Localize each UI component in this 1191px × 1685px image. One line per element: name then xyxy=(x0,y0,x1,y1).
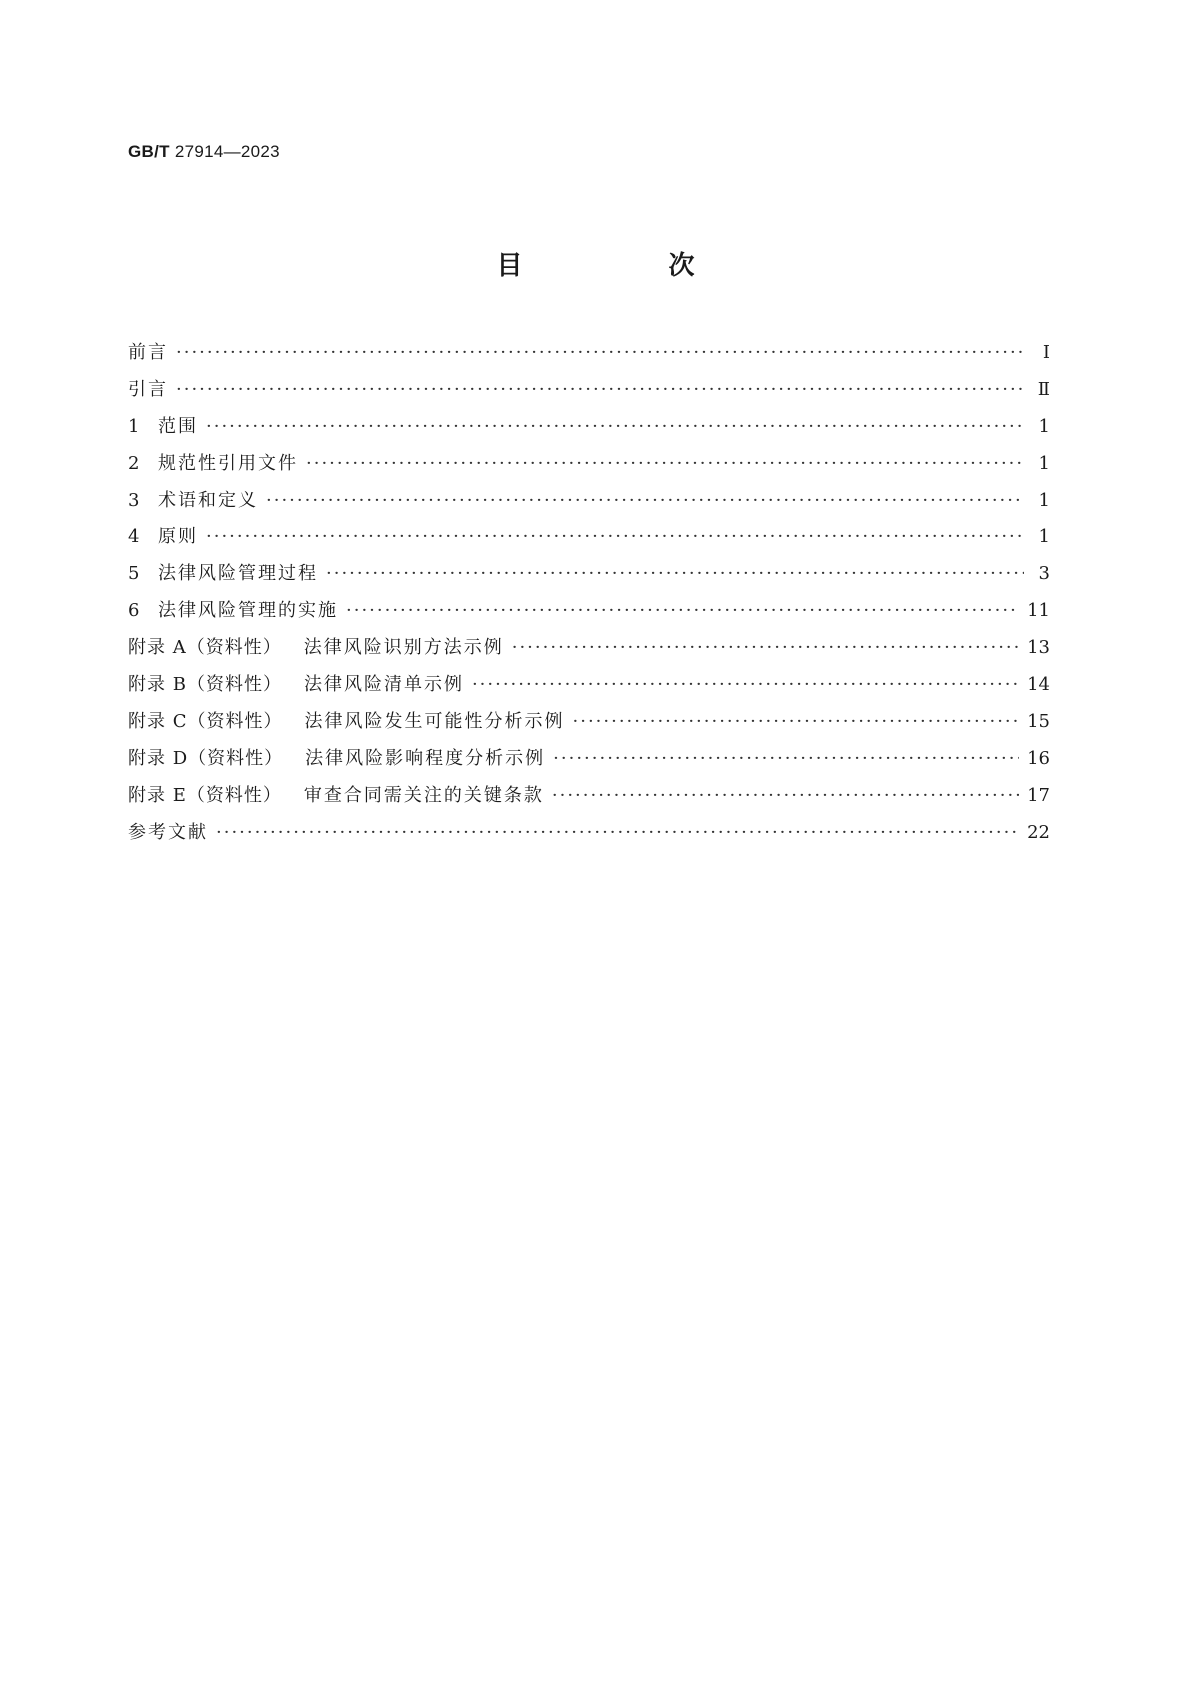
toc-entry-annex-c[interactable] xyxy=(128,707,1050,744)
toc-entry-label: 前言 xyxy=(128,342,168,363)
toc-entry-label: 审查合同需关注的关键条款 xyxy=(303,784,544,806)
toc-entry-label: 术语和定义 xyxy=(158,489,258,511)
toc-annex-prefix: 附录 A（资料性） xyxy=(128,637,282,659)
toc-leader-dots xyxy=(512,637,1019,658)
toc-page-number: 13 xyxy=(1027,637,1050,659)
toc-leader-dots xyxy=(553,748,1019,769)
toc-leader-dots xyxy=(266,490,1024,511)
toc-leader-dots xyxy=(573,711,1020,732)
toc-leader-dots xyxy=(552,785,1019,806)
toc-entry-terms-definitions[interactable] xyxy=(128,486,1050,523)
toc-entry-bibliography[interactable] xyxy=(128,818,1050,855)
toc-entry-annex-e[interactable] xyxy=(128,781,1050,818)
table-of-contents xyxy=(128,338,1050,854)
toc-page-number: 11 xyxy=(1027,600,1050,622)
toc-page-number: 22 xyxy=(1027,821,1050,843)
toc-entry-foreword[interactable] xyxy=(128,338,1050,375)
standard-code-number: 27914—2023 xyxy=(174,142,280,161)
toc-entry-normative-references[interactable] xyxy=(128,449,1050,486)
toc-entry-label: 法律风险管理过程 xyxy=(158,563,318,585)
toc-page-number: 15 xyxy=(1027,710,1050,732)
toc-entry-risk-management-process[interactable] xyxy=(128,559,1050,596)
toc-section-number: 2 xyxy=(128,452,140,474)
toc-entry-label: 法律风险识别方法示例 xyxy=(303,637,504,659)
standard-code-prefix: GB/T xyxy=(128,142,170,161)
toc-page-number: 1 xyxy=(1038,526,1050,548)
toc-entry-principles[interactable] xyxy=(128,522,1050,559)
toc-entry-label: 法律风险清单示例 xyxy=(303,674,464,696)
toc-entry-annex-d[interactable] xyxy=(128,744,1050,781)
toc-page-number: 16 xyxy=(1027,747,1050,769)
toc-leader-dots xyxy=(216,822,1019,843)
toc-entry-label: 法律风险影响程度分析示例 xyxy=(305,747,546,769)
toc-page-number: 1 xyxy=(1038,415,1050,437)
toc-section-number: 5 xyxy=(128,563,140,585)
toc-section-number: 3 xyxy=(128,489,140,511)
toc-leader-dots xyxy=(206,526,1024,547)
toc-section-number: 6 xyxy=(128,600,140,622)
toc-entry-label: 法律风险管理的实施 xyxy=(158,600,338,622)
toc-leader-dots xyxy=(326,563,1024,584)
toc-page-number: 3 xyxy=(1038,563,1050,585)
toc-leader-dots xyxy=(472,674,1019,695)
toc-section-number: 4 xyxy=(128,526,140,548)
toc-entry-label: 范围 xyxy=(158,415,198,437)
page-title: 目 次 xyxy=(496,251,755,281)
toc-entry-label: 引言 xyxy=(128,378,168,400)
toc-leader-dots xyxy=(176,379,1024,400)
toc-leader-dots xyxy=(346,600,1019,621)
toc-entry-scope[interactable] xyxy=(128,412,1050,449)
toc-section-number: 1 xyxy=(128,415,140,437)
toc-page-number: Ⅰ xyxy=(1042,342,1050,363)
toc-page-number: Ⅱ xyxy=(1037,378,1050,400)
toc-annex-prefix: 附录 E（资料性） xyxy=(128,784,282,806)
toc-leader-dots xyxy=(206,416,1024,437)
toc-page-number: 17 xyxy=(1027,784,1050,806)
toc-annex-prefix: 附录 D（资料性） xyxy=(128,747,284,769)
toc-entry-label: 规范性引用文件 xyxy=(158,452,298,474)
toc-entry-risk-management-implementation[interactable] xyxy=(128,596,1050,633)
toc-leader-dots xyxy=(306,453,1024,474)
toc-entry-introduction[interactable] xyxy=(128,375,1050,412)
toc-page-number: 1 xyxy=(1038,489,1050,511)
toc-annex-prefix: 附录 B（资料性） xyxy=(128,674,282,696)
toc-entry-label: 原则 xyxy=(158,526,198,548)
toc-entry-annex-a[interactable] xyxy=(128,633,1050,670)
toc-annex-prefix: 附录 C（资料性） xyxy=(128,710,283,732)
toc-entry-label: 参考文献 xyxy=(128,821,208,843)
standard-code xyxy=(128,142,280,162)
toc-entry-label: 法律风险发生可能性分析示例 xyxy=(304,710,565,732)
toc-page-number: 1 xyxy=(1038,452,1050,474)
toc-leader-dots xyxy=(176,342,1024,363)
toc-entry-annex-b[interactable] xyxy=(128,670,1050,707)
toc-page-number: 14 xyxy=(1027,674,1050,696)
